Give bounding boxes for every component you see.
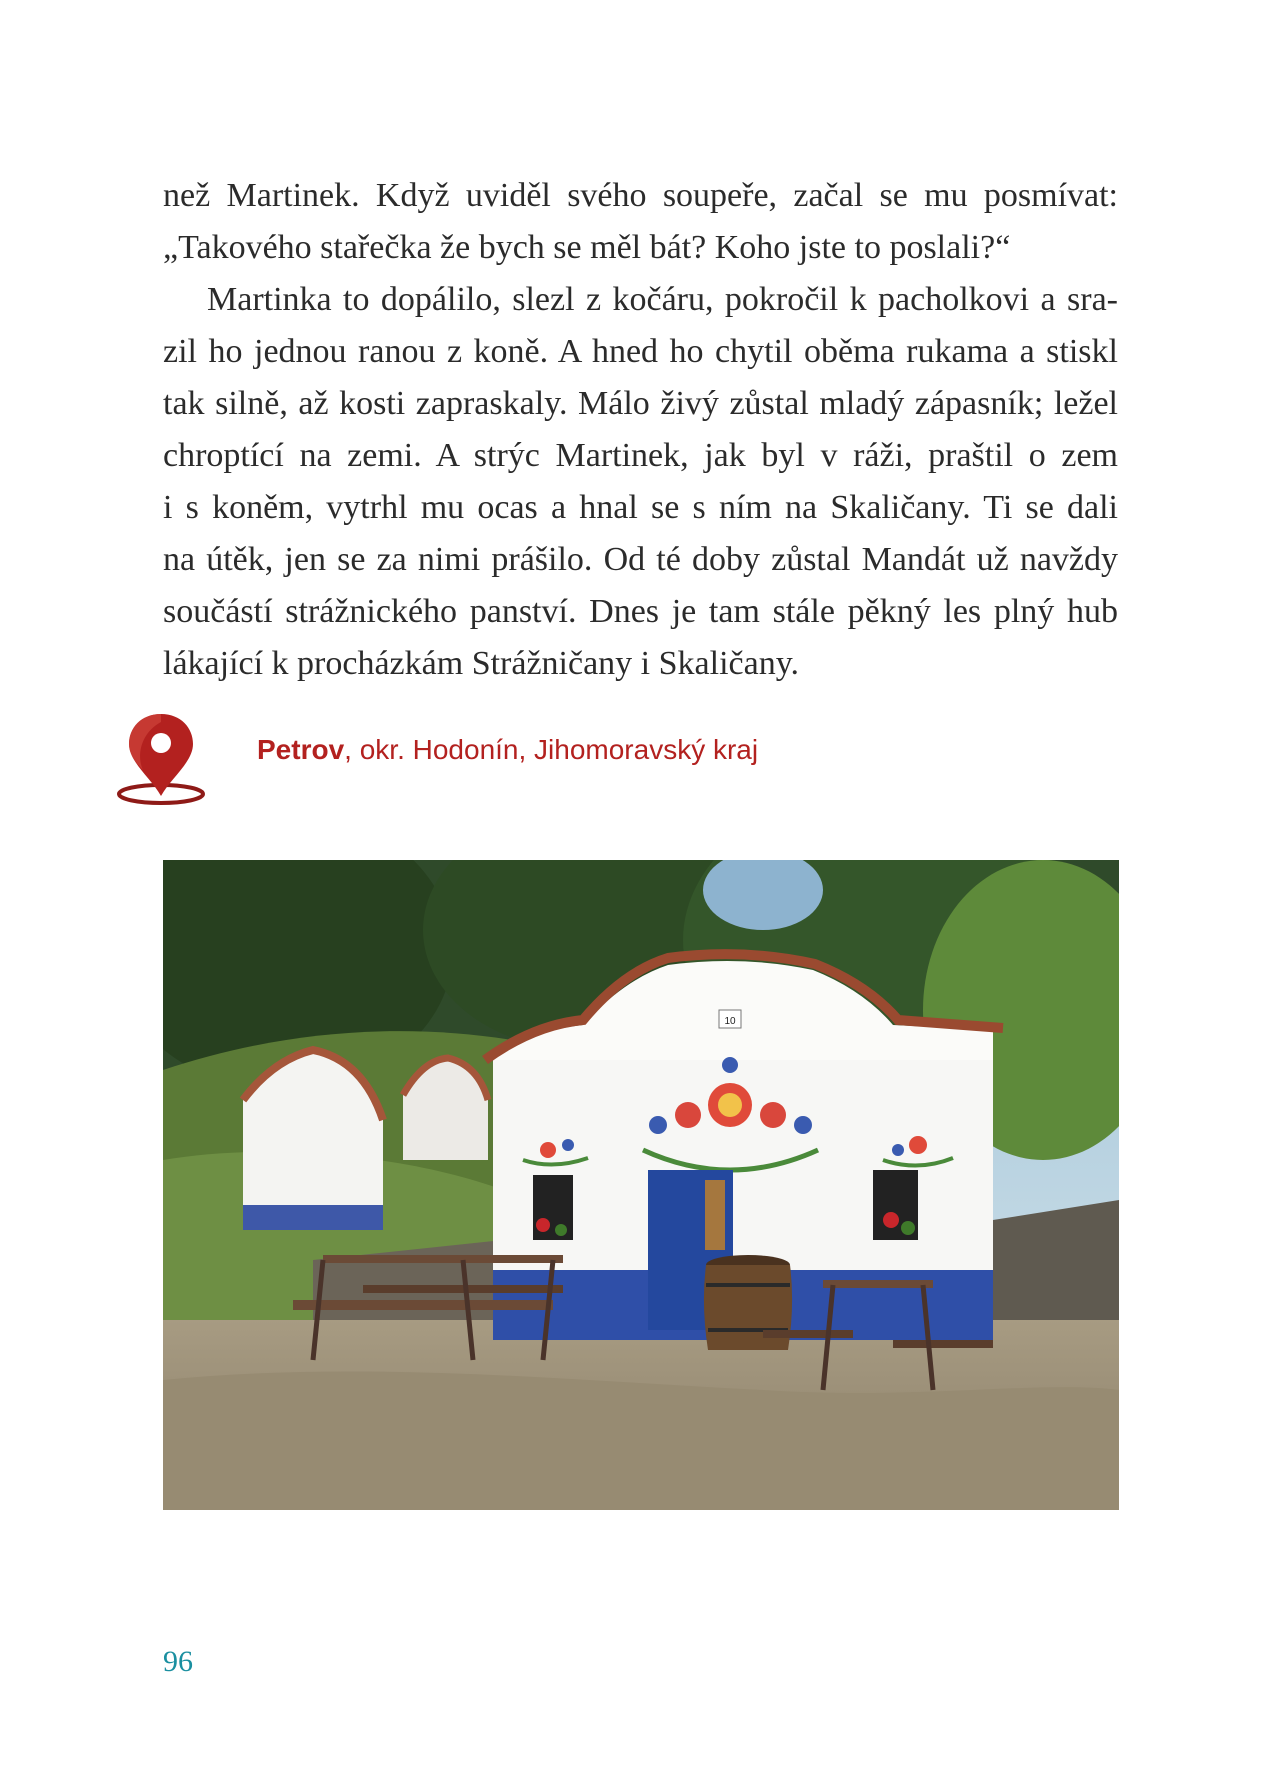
map-pin-icon — [115, 710, 207, 806]
text-line: součástí strážnického panství. Dnes je tam stále pěkný les plný hub — [163, 593, 1118, 630]
body-text — [163, 170, 1118, 690]
cellar-number: 10 — [724, 1016, 736, 1027]
location-heading — [115, 710, 1015, 810]
location-details: , okr. Hodonín, Jihomoravský kraj — [344, 734, 759, 765]
text-line: Martinka to dopálilo, slezl z kočáru, pokročil k pacholkovi a sra- — [207, 281, 1118, 318]
text-line: lákající k procházkám Strážničany i Skaličany. — [163, 645, 799, 682]
page-number: 96 — [163, 1645, 193, 1678]
location-place: Petrov — [257, 734, 345, 765]
wine-cellar-photo — [163, 860, 1119, 1510]
text-line: i s koněm, vytrhl mu ocas a hnal se s ním na Skaličany. Ti se dali — [163, 489, 1118, 526]
text-line: tak silně, až kosti zapraskaly. Málo živý zůstal mladý zápasník; ležel — [163, 385, 1118, 422]
location-text — [257, 734, 758, 766]
text-line: „Takového stařečka že bych se měl bát? Koho jste to poslali?“ — [163, 229, 1011, 266]
text-line: na útěk, jen se za nimi prášilo. Od té doby zůstal Mandát už navždy — [163, 541, 1118, 578]
text-line: zil ho jednou ranou z koně. A hned ho chytil oběma rukama a stiskl — [163, 333, 1118, 370]
text-line: než Martinek. Když uviděl svého soupeře, začal se mu posmívat: — [163, 177, 1118, 214]
text-line: chroptící na zemi. A strýc Martinek, jak byl v ráži, praštil o zem — [163, 437, 1118, 474]
